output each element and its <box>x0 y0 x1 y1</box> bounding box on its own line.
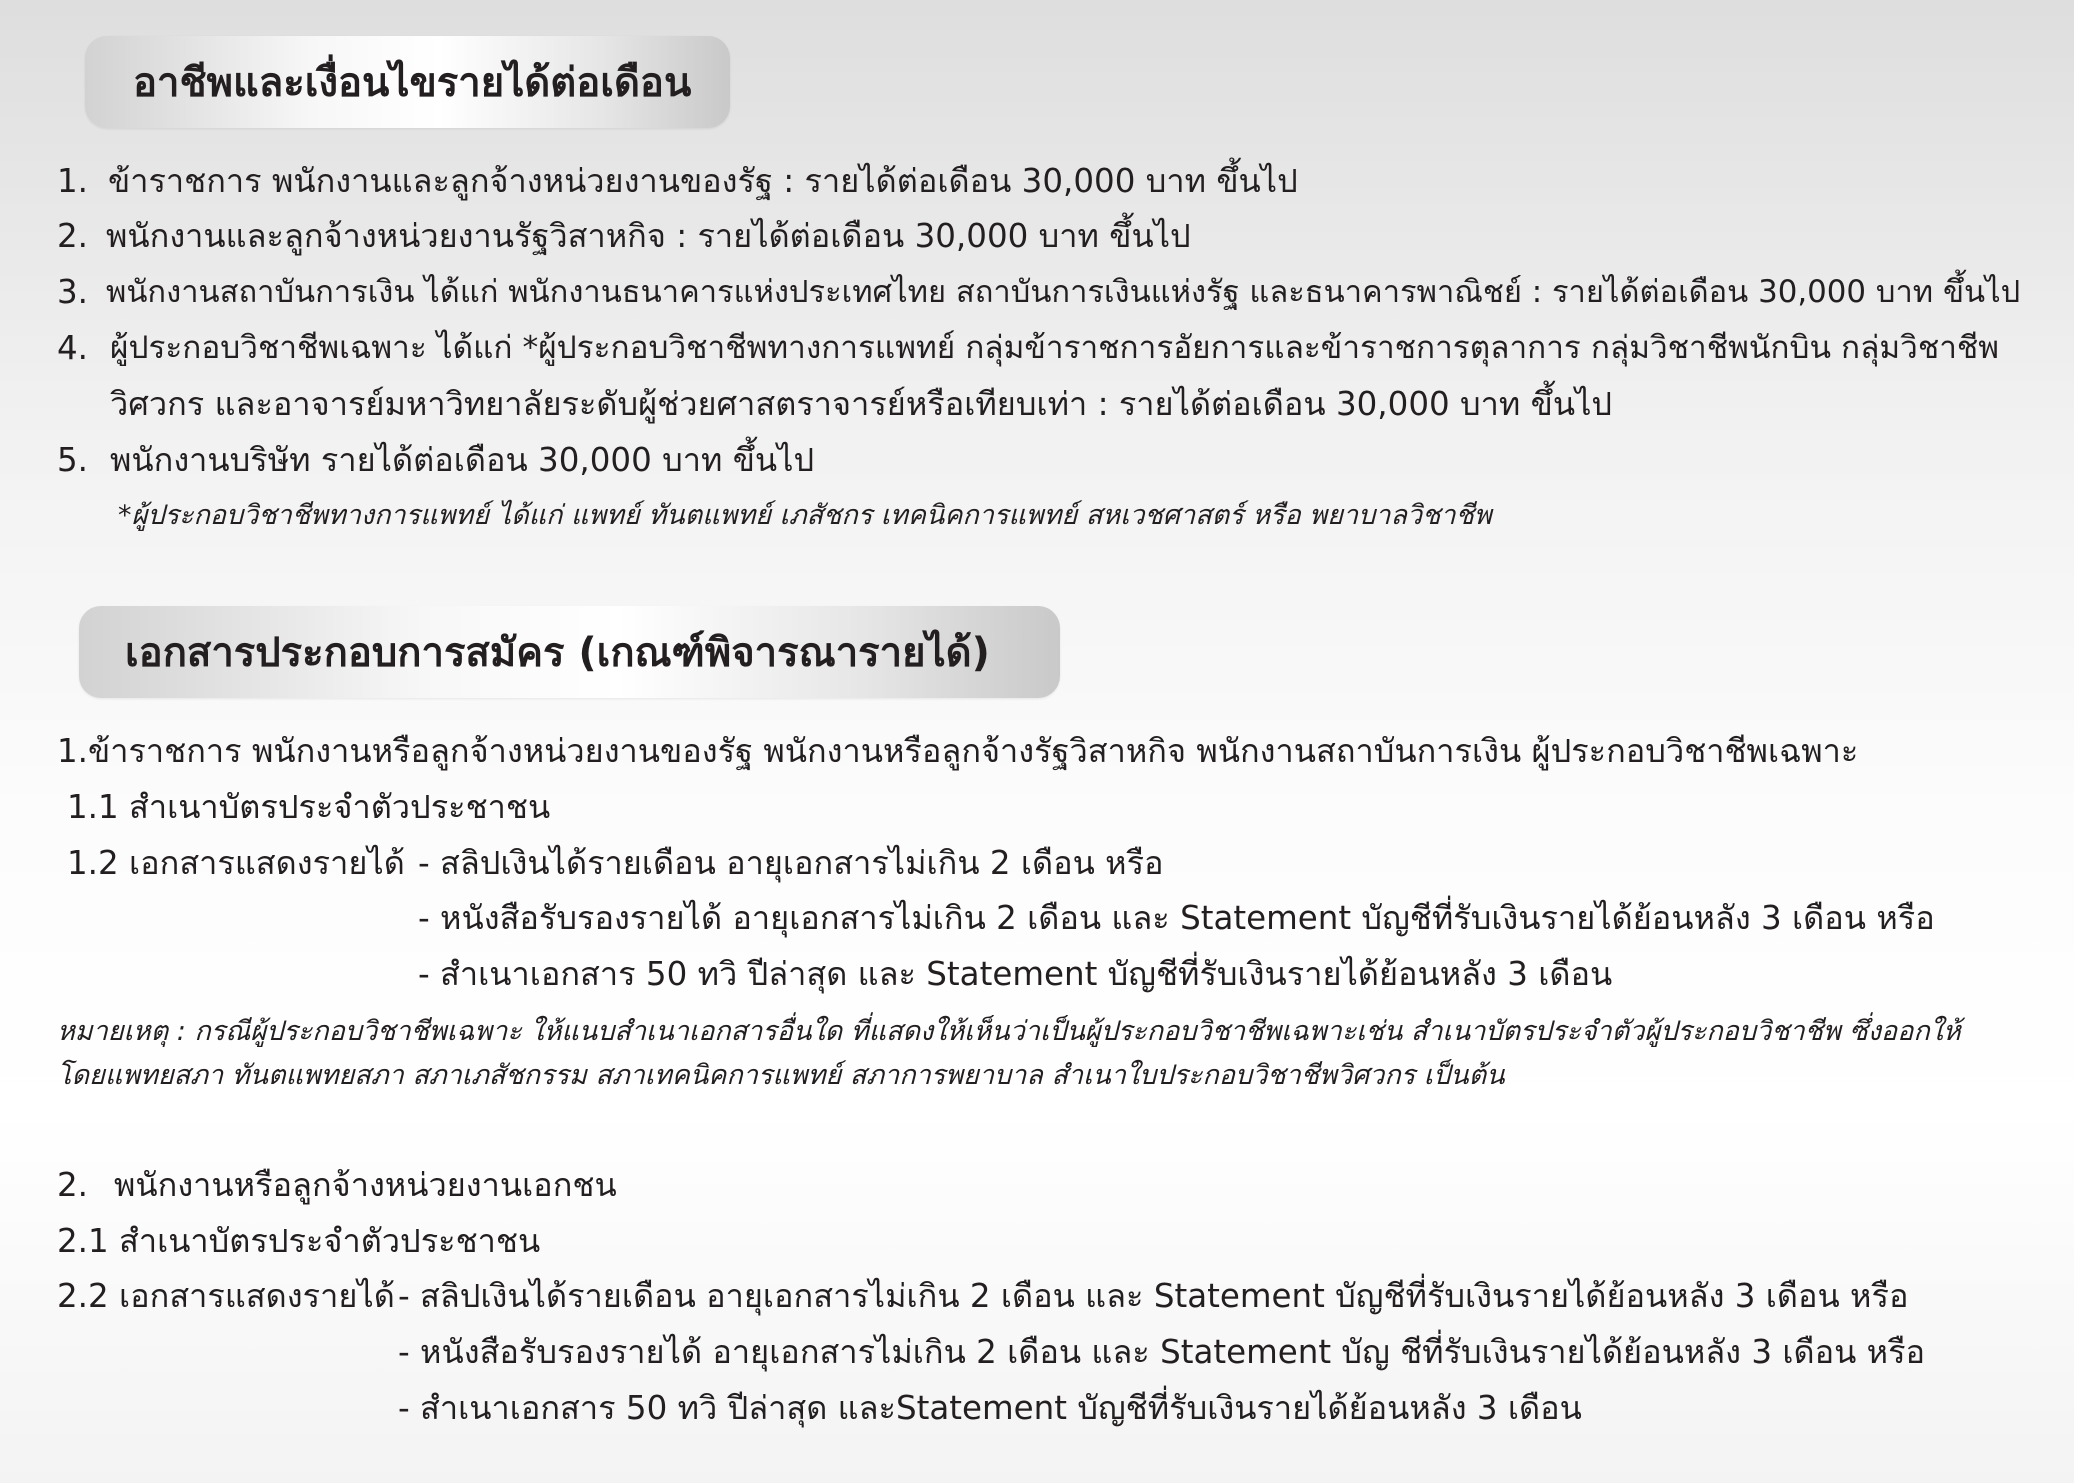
list-item: พนักงานสถาบันการเงิน ได้แก่ พนักงานธนาคารแห่งประเทศไทย สถาบันการเงินแห่งรัฐ และธนาคารพาณิชย์ : รายได้ต่อเดือน 30,000 บาท ขึ้นไป <box>106 274 2021 310</box>
list-item: พนักงานบริษัท รายได้ต่อเดือน 30,000 บาท ขึ้นไป <box>110 441 815 479</box>
medical-professions-footnote: *ผู้ประกอบวิชาชีพทางการแพทย์ ได้แก่ แพทย์ ทันตแพทย์ เภสัชกร เทคนิคการแพทย์ สหเวชศาสตร์ หรือ พยาบาลวิชาชีพ <box>118 500 1492 531</box>
income-document-option: - สลิปเงินได้รายเดือน อายุเอกสารไม่เกิน 2 เดือน และ Statement บัญชีที่รับเงินรายได้ย้อนหลัง 3 เดือน หรือ <box>398 1277 1909 1315</box>
group-number: 2. <box>57 1166 89 1204</box>
document-item-income-label: 2.2 เอกสารแสดงรายได้ <box>57 1277 395 1315</box>
list-item: ข้าราชการ พนักงานและลูกจ้างหน่วยงานของรัฐ : รายได้ต่อเดือน 30,000 บาท ขึ้นไป <box>108 162 1298 200</box>
section-heading-occupation-text: อาชีพและเงื่อนไขรายได้ต่อเดือน <box>133 60 692 106</box>
list-item-number: 4. <box>57 329 89 367</box>
professional-note-line-1: หมายเหตุ : กรณีผู้ประกอบวิชาชีพเฉพาะ ให้แนบสำเนาเอกสารอื่นใด ที่แสดงให้เห็นว่าเป็นผู้ประกอบวิชาชีพเฉพาะเช่น สำเนาบัตรประจำตัวผู้ประกอบวิชาชีพ ซึ่งออกให้ <box>57 1016 1961 1047</box>
list-item-number: 2. <box>57 217 89 255</box>
list-item: พนักงานและลูกจ้างหน่วยงานรัฐวิสาหกิจ : รายได้ต่อเดือน 30,000 บาท ขึ้นไป <box>106 217 1191 255</box>
income-document-option: - สำเนาเอกสาร 50 ทวิ ปีล่าสุด และ Statement บัญชีที่รับเงินรายได้ย้อนหลัง 3 เดือน <box>418 955 1613 993</box>
income-document-option: - สำเนาเอกสาร 50 ทวิ ปีล่าสุด และStatement บัญชีที่รับเงินรายได้ย้อนหลัง 3 เดือน <box>398 1389 1582 1427</box>
professional-note-line-2: โดยแพทยสภา ทันตแพทยสภา สภาเภสัชกรรม สภาเทคนิคการแพทย์ สภาการพยาบาล สำเนาใบประกอบวิชาชีพวิศวกร เป็นต้น <box>57 1060 1505 1091</box>
list-item-number: 1. <box>57 162 89 200</box>
section-heading-documents-text: เอกสารประกอบการสมัคร (เกณฑ์พิจารณารายได้) <box>125 630 990 676</box>
income-document-option: - หนังสือรับรองรายได้ อายุเอกสารไม่เกิน 2 เดือน และ Statement บัญชีที่รับเงินรายได้ย้อนหลัง 3 เดือน หรือ <box>418 899 1935 937</box>
group-title: 1.ข้าราชการ พนักงานหรือลูกจ้างหน่วยงานของรัฐ พนักงานหรือลูกจ้างรัฐวิสาหกิจ พนักงานสถาบันการเงิน ผู้ประกอบวิชาชีพเฉพาะ <box>57 732 1859 770</box>
list-item-number: 3. <box>57 273 89 311</box>
group-title: พนักงานหรือลูกจ้างหน่วยงานเอกชน <box>114 1166 617 1204</box>
section-heading-documents <box>79 606 1060 698</box>
document-item-id-card: 2.1 สำเนาบัตรประจำตัวประชาชน <box>57 1222 541 1260</box>
document-item-id-card: 1.1 สำเนาบัตรประจำตัวประชาชน <box>67 788 551 826</box>
income-document-option: - สลิปเงินได้รายเดือน อายุเอกสารไม่เกิน 2 เดือน หรือ <box>418 844 1164 882</box>
section-heading-occupation <box>85 36 730 128</box>
document-item-income-label: 1.2 เอกสารแสดงรายได้ <box>67 844 405 882</box>
income-document-option: - หนังสือรับรองรายได้ อายุเอกสารไม่เกิน 2 เดือน และ Statement บัญ ชีที่รับเงินรายได้ย้อนหลัง 3 เดือน หรือ <box>398 1333 1926 1371</box>
list-item-continuation: วิศวกร และอาจารย์มหาวิทยาลัยระดับผู้ช่วยศาสตราจารย์หรือเทียบเท่า : รายได้ต่อเดือน 30,000 บาท ขึ้นไป <box>110 385 1613 423</box>
list-item: ผู้ประกอบวิชาชีพเฉพาะ ได้แก่ *ผู้ประกอบวิชาชีพทางการแพทย์ กลุ่มข้าราชการอัยการและข้าราชการตุลาการ กลุ่มวิชาชีพนักบิน กลุ่มวิชาชีพ <box>110 330 2000 366</box>
list-item-number: 5. <box>57 441 89 479</box>
